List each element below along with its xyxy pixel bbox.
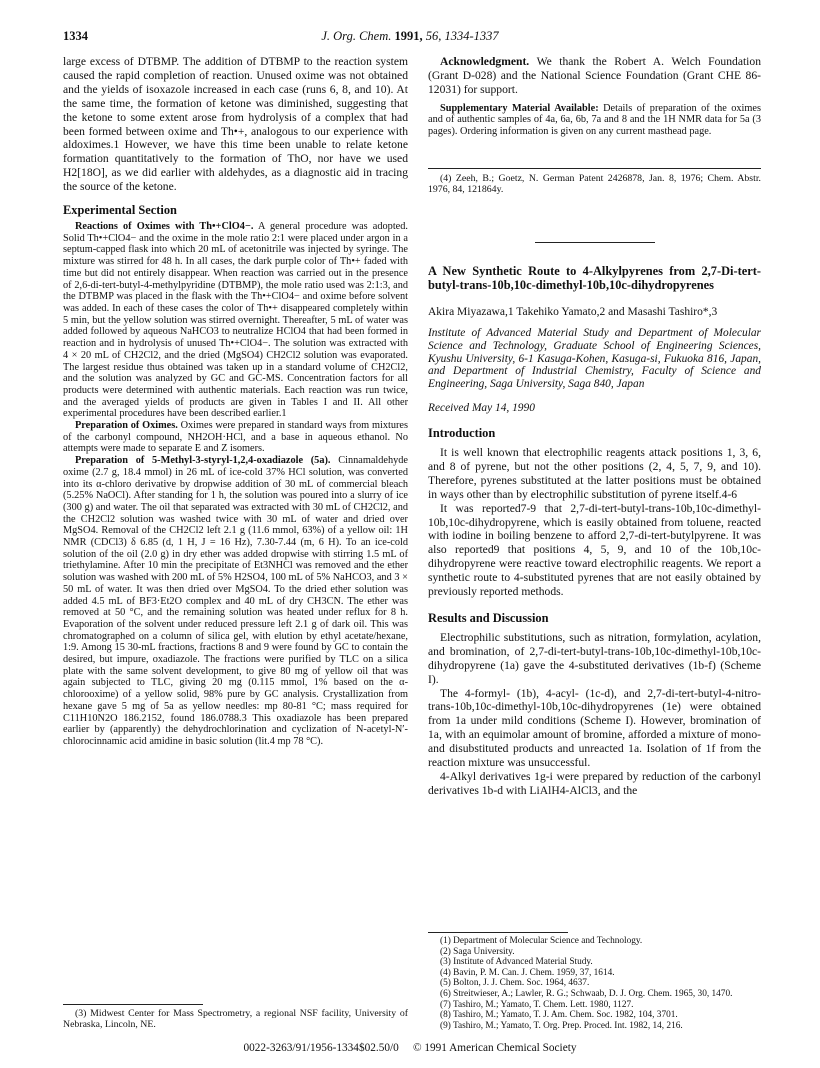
left-footnote-rule xyxy=(63,1004,203,1005)
supp-title: Supplementary Material Available: xyxy=(440,102,599,114)
ack-title: Acknowledgment. xyxy=(440,55,530,68)
results-heading: Results and Discussion xyxy=(428,610,549,625)
article-affiliation: Institute of Advanced Material Study and Department of Molecular Science and Technology, Graduate School of Engineering Sciences, Kyushu University, 6-1 Kasuga-Kohen, Kasuga-si, Fukuoka 816, Japan, and Department of Industrial Chemistry, Faculty of Science and Engineering, Saga University, Saga 840, Japan xyxy=(428,327,761,391)
reference-list xyxy=(428,936,761,1031)
prep-5a-paragraph xyxy=(63,455,408,748)
left-footnote: (3) Midwest Center for Mass Spectrometry, a regional NSF facility, University of Nebraska, Lincoln, NE. xyxy=(63,1008,408,1030)
reference-item: (7) Tashiro, M.; Yamato, T. Chem. Lett. 1980, 1127. xyxy=(440,999,634,1010)
received-date: Received May 14, 1990 xyxy=(428,401,535,414)
copyright: © 1991 American Chemical Society xyxy=(412,1042,577,1054)
intro-p1: It is well known that electrophilic reagents attack positions 1, 3, 6, and 8 of pyrene, but not the other positions (2, 4, 5, 7, 9, and 10). Therefore, pyrenes substituted at the latter positions must be obtained in ways other than by electrophilic substitution of pyrene itself.4-6 xyxy=(428,445,761,501)
article-code: 0022-3263/91/1956-1334$02.50/0 xyxy=(243,1042,399,1054)
right-column xyxy=(428,55,761,138)
journal-year: 1991, xyxy=(394,29,423,43)
article-separator xyxy=(535,242,655,243)
prep-oximes-paragraph xyxy=(63,420,408,455)
reactions-paragraph xyxy=(63,221,408,420)
intro-paragraph: large excess of DTBMP. The addition of DTBMP to the reaction system caused the rapid completion of reaction. Unused oxime was not obtained and the yields of isoxazole increased in each case (runs 6, 8, and 10). At the same time, the formation of ketone was diminished, suggesting that the ketone to some extent arose from hydrolysis of a complex that had been formed between oxime and Th•+, analogous to our experience with aldoximes.1 However, we have this time been unable to relate ketone formation quantitatively to the formation of ThO, nor have we used H2[18O], as we did earlier with aldehydes, as a diagnostic aid in tracing the source of the ketone. xyxy=(63,55,408,194)
right-ref-rule xyxy=(428,168,761,169)
results-p1: Electrophilic substitutions, such as nitration, formylation, acylation, and bromination, of 2,7-di-tert-butyl-trans-10b,10c-dimethyl-10b,10c-dihydropyrene (1a) gave the 4-substituted derivatives (1b-f) (Scheme I). xyxy=(428,630,761,686)
article-authors: Akira Miyazawa,1 Takehiko Yamato,2 and Masashi Tashiro*,3 xyxy=(428,306,718,318)
introduction-heading: Introduction xyxy=(428,425,496,440)
right-footnote: (4) Zeeh, B.; Goetz, N. German Patent 2426878, Jan. 8, 1976; Chem. Abstr. 1976, 84, 121864y. xyxy=(428,173,761,195)
journal-volume: 56, xyxy=(425,29,442,43)
intro-p2: It was reported7-9 that 2,7-di-tert-butyl-trans-10b,10c-dimethyl-10b,10c-dihydropyrene, which is easily obtained from toluene, reacted with iodine in boiling benzene to afford 2,7-di-tert-butylpyrene. It was also reported9 that positions 4, 5, 9, and 10 of the 10b,10c-dihydropyrene were reactive toward electrophilic reagents. We report a synthetic route to 4-substituted pyrenes that are not easily obtained by previously reported methods. xyxy=(428,501,761,599)
reactions-title: Reactions of Oximes with Th•+ClO4−. xyxy=(75,221,254,233)
page-number: 1334 xyxy=(63,29,88,43)
journal-name: J. Org. Chem. xyxy=(321,29,392,43)
ack-text: We thank the Robert A. Welch Foundation (Grant D-028) and the National Science Foundation (Grant CHE 86-12031) for support. xyxy=(428,55,761,96)
reference-item: (4) Bavin, P. M. Can. J. Chem. 1959, 37, 1614. xyxy=(440,967,615,978)
left-column xyxy=(63,55,408,748)
reference-item: (5) Bolton, J. J. Chem. Soc. 1964, 4637. xyxy=(440,978,590,989)
journal-citation xyxy=(63,29,757,44)
prep-oximes-title: Preparation of Oximes. xyxy=(75,420,178,432)
reactions-text: A general procedure was adopted. Solid Th•+ClO4− and the oxime in the mole ratio 2:1 were placed under argon in a septum-capped flask into which 20 mL of acetonitrile was injected by syringe. The mixture was stirred for 48 h. In all cases, the dark purple color of Th•+ faded with time but did not entirely disappear. When reaction was carried out in the presence of 2,6-di-tert-butyl-4-methylpyridine (DTBMP), the mole ratio used was 2:1:3, and the DTBMP was placed in the flask with the Th•+ClO4− and oxime before solvent was added. In each of these cases the color of Th•+ disappeared completely within 5 min, but the yellow solution was stirred overnight. Thereafter, 5 mL of water was added followed by aqueous NaHCO3 to neutralize HClO4 that had been formed in reaction and in hydrolysis of unused Th•+ClO4−. The solution was extracted with 4 × 20 mL of CH2Cl2, and the dried (MgSO4) CH2Cl2 solution was evaporated. The largest residue thus obtained was taken up in a standard volume of CH2Cl2, and the solution was analyzed by GC and GC-MS. Concentration factors for all products were determined with authentic materials. Each reaction was run twice, and the averaged yields of products are given in Tables I and II. All other experimental procedures have been described earlier.1 xyxy=(63,221,408,420)
article-title: A New Synthetic Route to 4-Alkylpyrenes from 2,7-Di-tert-butyl-trans-10b,10c-dimethyl-10b,10c-dihydropyrenes xyxy=(428,264,761,292)
acknowledgment xyxy=(428,55,761,97)
reference-item: (9) Tashiro, M.; Yamato, T. Org. Prep. Proced. Int. 1982, 14, 216. xyxy=(440,1020,683,1031)
prep-oximes-text: Oximes were prepared in standard ways from mixtures of the carbonyl compound, NH2OH·HCl, and a base in aqueous ethanol. No attempts were made to separate E and Z isomers. xyxy=(63,420,408,455)
prep-5a-text: Cinnamaldehyde oxime (2.7 g, 18.4 mmol) in 26 mL of ice-cold 37% HCl solution, was converted into its α-chloro derivative by dropwise addition of 30 mL of commercial bleach (5.25% NaOCl). After standing for 1 h, the solution was poured into a slurry of ice (300 g) and water. The oil that separated was extracted with 30 mL of CH2Cl2, and the CH2Cl2 solution was washed twice with 30 mL of water and dried over MgSO4. Removal of the CH2Cl2 left 2.1 g (11.6 mmol, 63%) of a yellow oil: 1H NMR (CDCl3) δ 6.85 (d, 1 H, J = 16 Hz), 7.30-7.44 (m, 6 H). To an ice-cold solution of the oil (2.0 g) in dry ether was added dropwise with stirring 1.5 mL of triethylamine. After 10 min the precipitate of Et3NHCl was removed and the ether solution was washed with 200 mL of 5% H2SO4, 100 mL of 5% NaHCO3, and 3 × 50 mL of water. It was then dried over MgSO4. To the dried ether solution was added 4.5 mL of BF3·Et2O complex and 40 mL of dry CH3CN. The ether was removed at 50 °C, and the remaining solution was heated under reflux for 8 h. Evaporation of the solvent under reduced pressure left 2.1 g of dark oil. This was chromatographed on a column of silica gel, with elution by ethyl acetate/hexane, 1:9. Among 15 30-mL fractions, fractions 8 and 9 were found by GC to contain the desired, but impure, oxadiazole. The fractions were purified by TLC on a silica plate with the same solvent development, to give 80 mg of yellow oil that was again subjected to TLC, giving 20 mg (0.115 mmol, 1% based on the α-chlorooxime) of a yellow solid, 98% pure by GC analysis. Crystallization from hexane gave 5 mg of 5a as yellow needles: mp 80-81 °C; mass required for C11H10N2O 186.2152, found 186.0788.3 This oxadiazole has been prepared earlier by (apparently) the dehydrochlorination and cyclization of N-acetyl-N′-chlorocinnamic acid amidine in basic solution (lit.4 mp 78 °C). xyxy=(63,455,408,747)
right-refs-rule xyxy=(428,932,568,933)
journal-pages: 1334-1337 xyxy=(444,29,499,43)
experimental-heading: Experimental Section xyxy=(63,203,177,218)
reference-item: (6) Streitwieser, A.; Lawler, R. G.; Schwaab, D. J. Org. Chem. 1965, 30, 1470. xyxy=(440,988,733,999)
running-header xyxy=(63,29,757,47)
reference-item: (1) Department of Molecular Science and Technology. xyxy=(440,936,643,946)
page-footer xyxy=(0,1042,820,1054)
supplementary-material xyxy=(428,103,761,138)
results-p3: 4-Alkyl derivatives 1g-i were prepared by reduction of the carbonyl derivatives 1b-d with LiAlH4-AlCl3, and the xyxy=(428,770,761,797)
reference-item: (3) Institute of Advanced Material Study. xyxy=(440,957,593,968)
prep-5a-title: Preparation of 5-Methyl-3-styryl-1,2,4-oxadiazole (5a). xyxy=(75,455,331,467)
supp-text: Details of preparation of the oximes and of authentic samples of 4a, 6a, 6b, 7a and 8 and the 1H NMR data for 5a (3 pages). Ordering information is given on any current masthead page. xyxy=(428,102,762,138)
results-p2: The 4-formyl- (1b), 4-acyl- (1c-d), and 2,7-di-tert-butyl-4-nitro-trans-10b,10c-dimethyl-10b,10c-dihydropyrenes (1e) were obtained from 1a under mild conditions (Scheme I). However, bromination of 1a, with an equimolar amount of bromine, afforded a mixture of mono- and disubstituted products and unreacted 1a. Isolation of 1f from the reaction mixture was unsuccessful. xyxy=(428,686,761,770)
new-article xyxy=(428,264,761,798)
reference-item: (8) Tashiro, M.; Yamato, T. J. Am. Chem. Soc. 1982, 104, 3701. xyxy=(440,1010,678,1021)
reference-item: (2) Saga University. xyxy=(440,946,515,957)
